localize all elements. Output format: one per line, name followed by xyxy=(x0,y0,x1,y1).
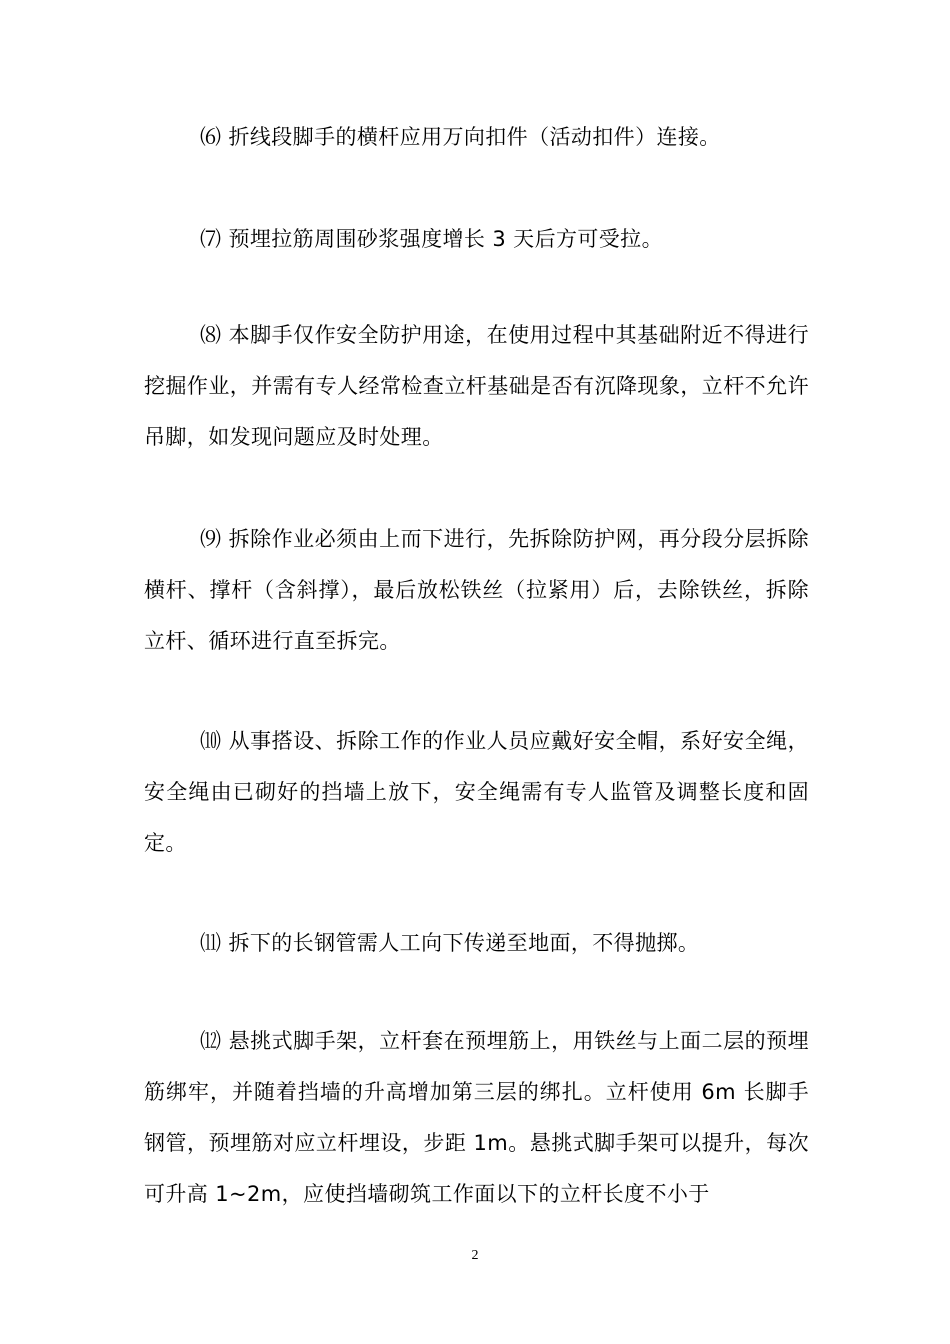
paragraph-11: ⑾ 拆下的长钢管需人工向下传递至地面，不得抛掷。 xyxy=(200,931,700,955)
paragraph-12: ⑿ 悬挑式脚手架，立杆套在预埋筋上，用铁丝与上面二层的预埋筋绑牢，并随着挡墙的升高增加第三层的绑扎。立杆使用 6m 长脚手钢管，预埋筋对应立杆埋设，步距 1m。悬挑式脚手架可以提升，每次可升高 1~2m，应使挡墙砌筑工作面以下的立杆长度不小于 xyxy=(144,1029,809,1206)
paragraph-7: ⑺ 预埋拉筋周围砂浆强度增长 3 天后方可受拉。 xyxy=(200,227,663,251)
paragraph-8: ⑻ 本脚手仅作安全防护用途，在使用过程中其基础附近不得进行挖掘作业，并需有专人经常检查立杆基础是否有沉降现象，立杆不允许吊脚，如发现问题应及时处理。 xyxy=(144,323,809,449)
page-number: 2 xyxy=(471,1248,479,1263)
paragraph-9: ⑼ 拆除作业必须由上而下进行，先拆除防护网，再分段分层拆除横杆、撑杆（含斜撑），最后放松铁丝（拉紧用）后，去除铁丝，拆除立杆、循环进行直至拆完。 xyxy=(144,527,809,653)
paragraph-6: ⑹ 折线段脚手的横杆应用万向扣件（活动扣件）连接。 xyxy=(200,125,721,149)
paragraph-10: ⑽ 从事搭设、拆除工作的作业人员应戴好安全帽，系好安全绳，安全绳由已砌好的挡墙上放下，安全绳需有专人监管及调整长度和固定。 xyxy=(144,729,809,855)
